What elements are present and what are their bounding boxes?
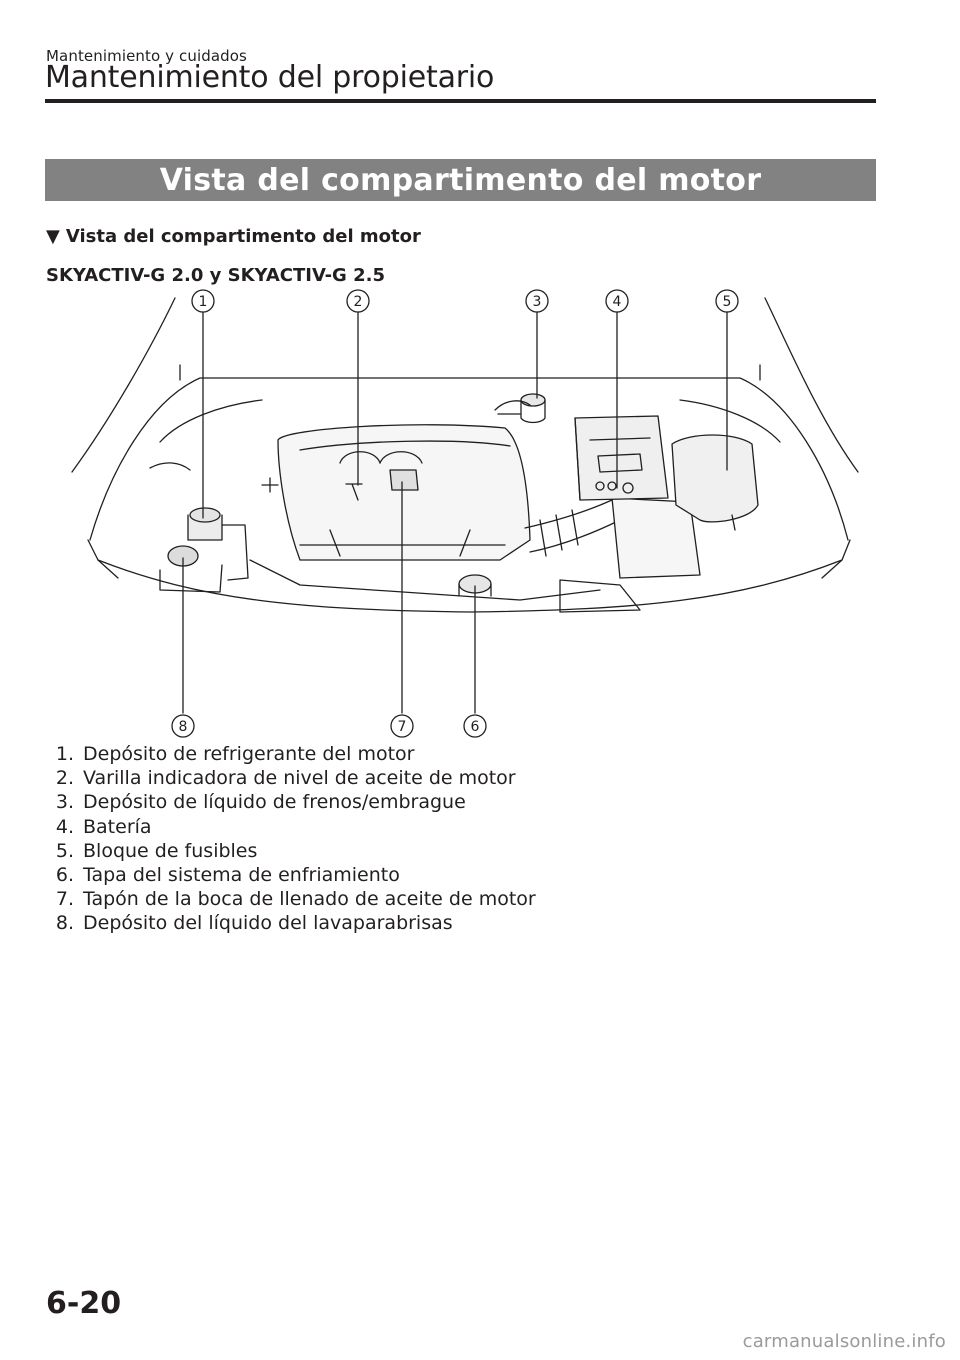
legend-number: 4. bbox=[55, 815, 74, 838]
legend-text: Depósito del líquido del lavaparabrisas bbox=[83, 912, 453, 935]
header-rule bbox=[45, 99, 876, 103]
section-banner bbox=[45, 159, 876, 201]
legend-number: 8. bbox=[55, 912, 74, 935]
legend-item bbox=[46, 766, 536, 790]
legend-item bbox=[46, 887, 536, 911]
callout-2: 2 bbox=[353, 294, 363, 310]
legend-number: 6. bbox=[55, 864, 74, 887]
callout-1: 1 bbox=[198, 294, 208, 310]
callout-3: 3 bbox=[532, 294, 542, 310]
legend-number: 7. bbox=[55, 888, 74, 911]
legend-item bbox=[46, 839, 536, 863]
legend-text: Depósito de líquido de frenos/embrague bbox=[83, 791, 466, 814]
watermark: carmanualsonline.info bbox=[742, 1331, 946, 1352]
legend-text: Batería bbox=[83, 815, 152, 838]
legend-number: 2. bbox=[55, 767, 74, 790]
legend-number: 5. bbox=[55, 839, 74, 862]
legend-item bbox=[46, 911, 536, 935]
page-number: 6-20 bbox=[46, 1286, 122, 1321]
engine-label: SKYACTIV-G 2.0 y SKYACTIV-G 2.5 bbox=[46, 265, 385, 286]
callout-4: 4 bbox=[612, 294, 622, 310]
legend-text: Tapón de la boca de llenado de aceite de motor bbox=[83, 888, 536, 911]
subheading bbox=[46, 226, 421, 247]
callout-8: 8 bbox=[178, 719, 188, 735]
legend-item bbox=[46, 742, 536, 766]
legend-item bbox=[46, 815, 536, 839]
legend-text: Bloque de fusibles bbox=[83, 839, 258, 862]
callout-6: 6 bbox=[470, 719, 480, 735]
engine-compartment-diagram bbox=[60, 282, 880, 742]
legend-text: Tapa del sistema de enfriamiento bbox=[83, 864, 400, 887]
parts-legend bbox=[46, 742, 536, 936]
callout-5: 5 bbox=[722, 294, 732, 310]
legend-number: 3. bbox=[55, 791, 74, 814]
legend-text: Varilla indicadora de nivel de aceite de motor bbox=[83, 767, 516, 790]
subheading-text: Vista del compartimento del motor bbox=[65, 226, 421, 247]
legend-text: Depósito de refrigerante del motor bbox=[83, 743, 415, 765]
section-label: Mantenimiento y cuidados bbox=[46, 47, 247, 65]
legend-item bbox=[46, 790, 536, 814]
legend-number: 1. bbox=[55, 743, 74, 765]
banner-title: Vista del compartimento del motor bbox=[159, 162, 762, 198]
callout-7: 7 bbox=[397, 719, 407, 735]
triangle-marker: ▼ bbox=[46, 226, 60, 247]
legend-item bbox=[46, 863, 536, 887]
page-title: Mantenimiento del propietario bbox=[45, 60, 495, 95]
